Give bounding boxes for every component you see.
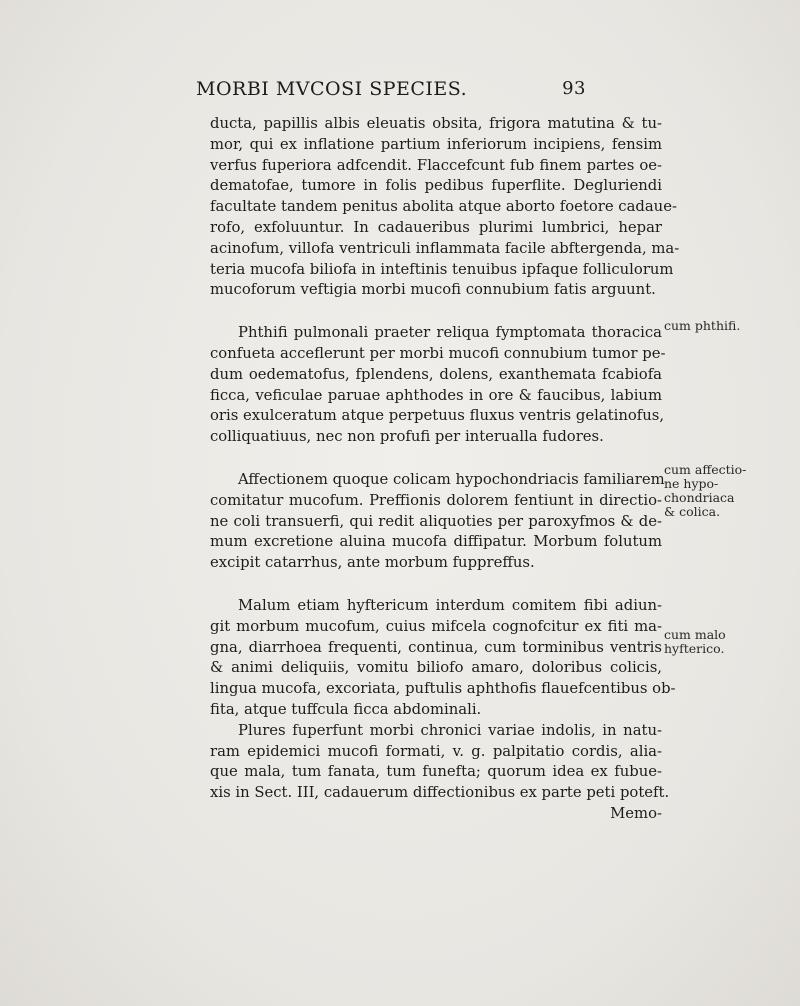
text-line: que mala, tum fanata, tum funefta; quorum idea ex fubue- xyxy=(210,763,662,781)
text-line: comitatur mucofum. Preffionis dolorem fentiunt in directio- xyxy=(210,491,662,509)
text-line: mum excretione aluina mucofa diffipatur. Morbum folutum xyxy=(210,533,662,551)
text-line: rofo, exfoluuntur. In cadaueribus plurimi lumbrici, hepar xyxy=(210,218,662,236)
paragraph-4 xyxy=(210,596,676,825)
text-line: Affectionem quoque colicam hypochondriacis familiarem xyxy=(238,470,665,488)
text-line: facultate tandem penitus abolita atque aborto foetore cadaue- xyxy=(210,198,677,216)
text-line: acinofum, villofa ventriculi inflammata facile abftergenda, ma- xyxy=(210,239,680,257)
text-line: teria mucofa biliofa in inteftinis tenuibus ipfaque folliculorum xyxy=(210,260,674,278)
page-number: 93 xyxy=(562,78,586,99)
text-line: verfus fuperiora adfcendit. Flaccefcunt fub finem partes oe- xyxy=(210,156,662,174)
margin-note-phthisis xyxy=(664,319,799,333)
running-header xyxy=(196,78,586,104)
text-line: fita, atque tuffcula ficca abdominali. xyxy=(210,700,482,718)
margin-note-hysterico xyxy=(664,628,799,656)
text-line: mor, qui ex inflatione partium inferiorum incipiens, fensim xyxy=(210,135,662,153)
catchword: Memo- xyxy=(610,804,662,822)
text-line: & animi deliquiis, vomitu biliofo amaro, doloribus colicis, xyxy=(210,659,662,677)
margin-note-line: hyfterico. xyxy=(664,641,725,656)
margin-note-line: ne hypo- xyxy=(664,476,719,491)
text-line: confueta acceflerunt per morbi mucofi connubium tumor pe- xyxy=(210,344,666,362)
running-title: MORBI MVCOSI SPECIES. xyxy=(196,78,468,100)
margin-note-line: cum phthifi. xyxy=(664,318,741,333)
text-line: ne coli transuerfi, qui redit aliquoties per paroxyfmos & de- xyxy=(210,512,662,530)
text-line: Malum etiam hyftericum interdum comitem fibi adiun- xyxy=(238,596,662,614)
text-line: ficca, veficulae paruae aphthodes in ore & faucibus, labium xyxy=(210,386,662,404)
text-line: dematofae, tumore in folis pedibus fuperflite. Degluriendi xyxy=(210,177,662,195)
text-line: ram epidemici mucofi formati, v. g. palpitatio cordis, alia- xyxy=(210,742,662,760)
main-text xyxy=(210,114,680,825)
text-line: mucoforum veftigia morbi mucofi connubium fatis arguunt. xyxy=(210,281,656,299)
margin-note-line: & colica. xyxy=(664,504,721,519)
paragraph-1 xyxy=(210,114,680,301)
margin-note-colica xyxy=(664,463,799,519)
margin-note-line: chondriaca xyxy=(664,490,735,505)
margin-note-line: cum malo xyxy=(664,627,726,642)
text-line: Phthifi pulmonali praeter reliqua fymptomata thoracica xyxy=(238,324,662,342)
text-line: lingua mucofa, excoriata, puftulis aphthofis flauefcentibus ob- xyxy=(210,680,676,698)
text-line: ducta, papillis albis eleuatis obsita, frigora matutina & tu- xyxy=(210,115,662,132)
paragraph-3 xyxy=(210,470,665,574)
text-line: git morbum mucofum, cuius mifcela cognofcitur ex fiti ma- xyxy=(210,617,662,635)
text-line: dum oedematofus, fplendens, dolens, exanthemata fcabiofa xyxy=(210,365,662,383)
margin-note-line: cum affectio- xyxy=(664,462,747,477)
text-line: colliquatiuus, nec non profufi per interualla fudores. xyxy=(210,428,604,446)
text-line: Plures fuperfunt morbi chronici variae indolis, in natu- xyxy=(238,721,662,739)
text-line: xis in Sect. III, cadauerum diffectionibus ex parte peti poteft. xyxy=(210,784,670,802)
text-line: oris exulceratum atque perpetuus fluxus ventris gelatinofus, xyxy=(210,407,665,425)
paragraph-2 xyxy=(210,323,666,448)
text-line: excipit catarrhus, ante morbum fuppreffus. xyxy=(210,554,535,572)
text-line: gna, diarrhoea frequenti, continua, cum torminibus ventris xyxy=(210,638,662,656)
